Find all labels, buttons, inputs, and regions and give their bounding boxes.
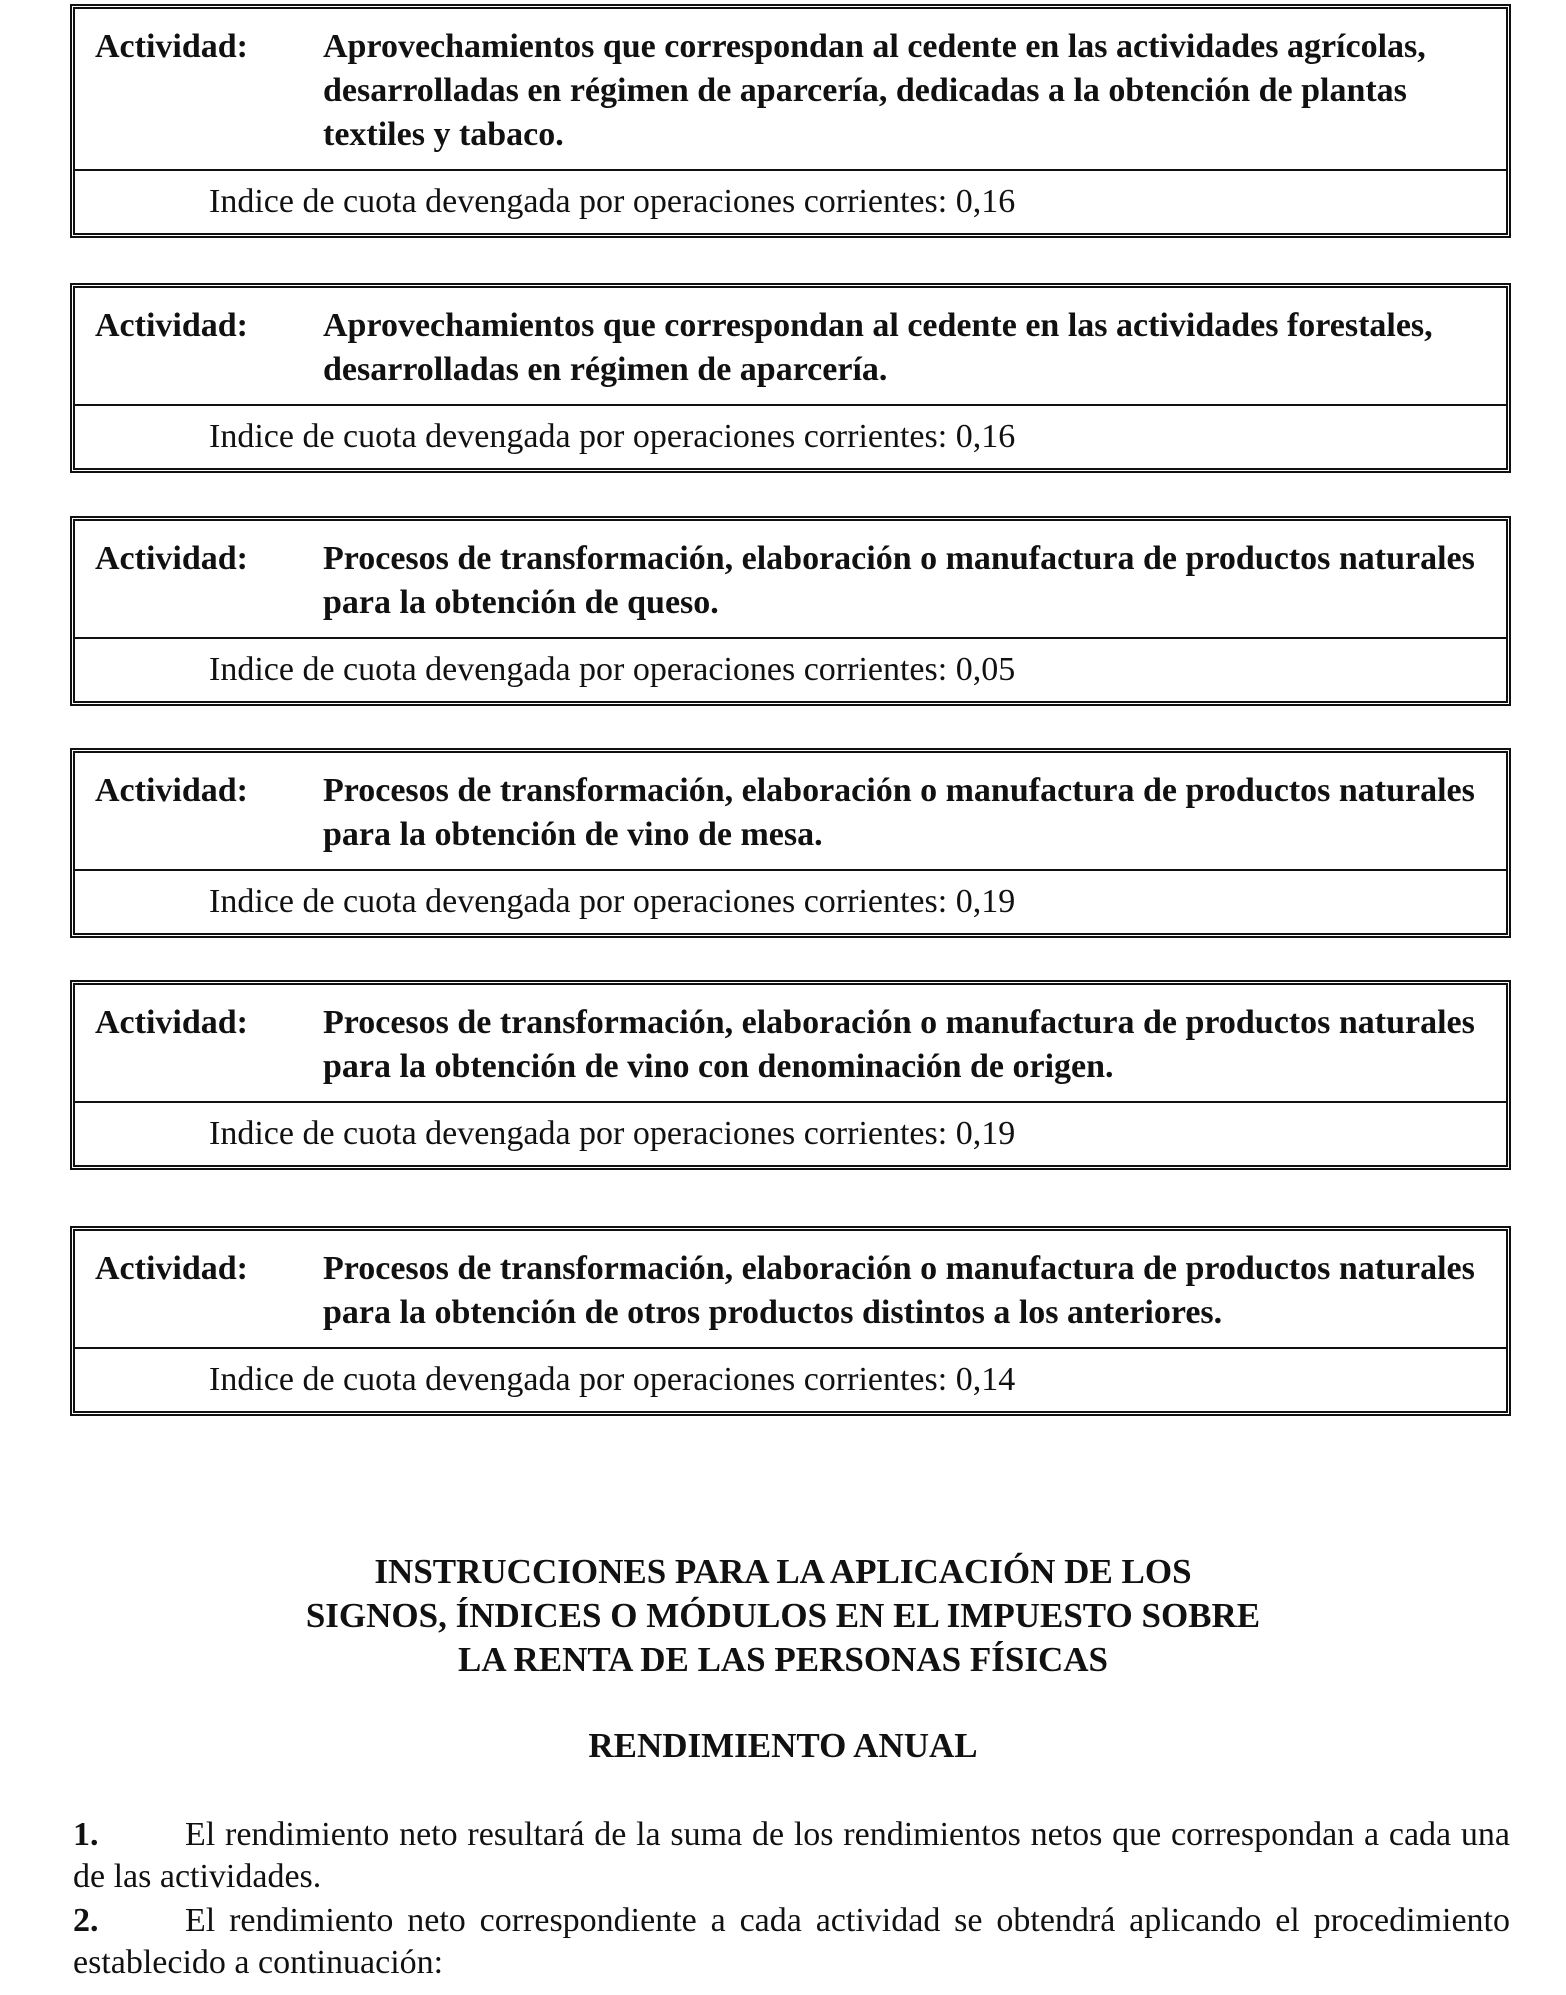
- paragraph-text: El rendimiento neto correspondiente a cada actividad se obtendrá aplicando el procedimiento establecido a continuación:: [73, 1902, 1510, 1981]
- activity-box: [70, 1226, 1511, 1416]
- activity-label: Actividad:: [95, 1250, 248, 1287]
- activity-box: [70, 980, 1511, 1170]
- instructions-title-line-2: SIGNOS, ÍNDICES O MÓDULOS EN EL IMPUESTO SOBRE: [305, 1596, 1261, 1635]
- activity-label: Actividad:: [95, 1004, 248, 1041]
- instructions-title-line-1: INSTRUCCIONES PARA LA APLICACIÓN DE LOS: [374, 1552, 1192, 1591]
- section-subtitle: RENDIMIENTO ANUAL: [588, 1726, 978, 1765]
- activity-header: [75, 753, 1506, 871]
- activity-label: Actividad:: [95, 540, 248, 577]
- activity-label: Actividad:: [95, 772, 248, 809]
- paragraph-number: 1.: [73, 1816, 99, 1853]
- instructions-title-line-3: LA RENTA DE LAS PERSONAS FÍSICAS: [458, 1640, 1108, 1679]
- numbered-paragraph: [73, 1814, 1510, 1898]
- activity-box: [70, 4, 1511, 238]
- activity-index: Indice de cuota devengada por operaciones corrientes: 0,16: [209, 418, 1016, 455]
- activity-description: Aprovechamientos que correspondan al cedente en las actividades forestales, desarrolladas en régimen de aparcería.: [323, 307, 1433, 388]
- activity-label: Actividad:: [95, 28, 248, 65]
- activity-header: [75, 985, 1506, 1103]
- activity-index: Indice de cuota devengada por operaciones corrientes: 0,19: [209, 1115, 1016, 1152]
- activity-index: Indice de cuota devengada por operaciones corrientes: 0,05: [209, 651, 1016, 688]
- activity-box: [70, 516, 1511, 706]
- activity-header: [75, 521, 1506, 639]
- activity-label: Actividad:: [95, 307, 248, 344]
- numbered-paragraph: [73, 1900, 1510, 1984]
- activity-box: [70, 283, 1511, 473]
- activity-description: Procesos de transformación, elaboración o manufactura de productos naturales para la obtención de vino con denominación de origen.: [323, 1004, 1475, 1085]
- activity-index: Indice de cuota devengada por operaciones corrientes: 0,19: [209, 883, 1016, 920]
- activity-index: Indice de cuota devengada por operaciones corrientes: 0,14: [209, 1361, 1016, 1398]
- activity-description: Aprovechamientos que correspondan al cedente en las actividades agrícolas, desarrolladas en régimen de aparcería, dedicadas a la obtención de plantas textiles y tabaco.: [323, 28, 1426, 153]
- activity-description: Procesos de transformación, elaboración o manufactura de productos naturales para la obtención de vino de mesa.: [323, 772, 1475, 853]
- activity-box: [70, 748, 1511, 938]
- paragraph-text: El rendimiento neto resultará de la suma de los rendimientos netos que correspondan a cada una de las actividades.: [73, 1816, 1510, 1895]
- activity-header: [75, 1231, 1506, 1349]
- activity-header: [75, 9, 1506, 171]
- activity-index: Indice de cuota devengada por operaciones corrientes: 0,16: [209, 183, 1016, 220]
- paragraph-number: 2.: [73, 1902, 99, 1939]
- activity-header: [75, 288, 1506, 406]
- activity-description: Procesos de transformación, elaboración o manufactura de productos naturales para la obtención de otros productos distintos a los anteriores.: [323, 1250, 1475, 1331]
- activity-description: Procesos de transformación, elaboración o manufactura de productos naturales para la obtención de queso.: [323, 540, 1475, 621]
